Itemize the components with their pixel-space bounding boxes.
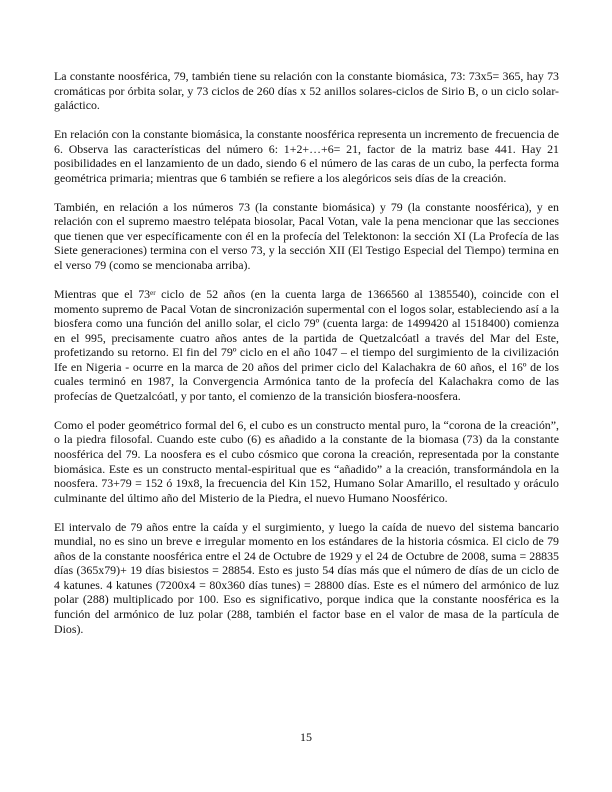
page-number: 15 [300,730,312,744]
paragraph: Como el poder geométrico formal del 6, el cubo es un constructo mental puro, la “corona de la creación”, o la piedra filosofal. Cuando este cubo (6) es añadido a la constante de la biomasa (73) da la constante noosférica del 79. La noosfera es el cubo cósmico que corona la creación, representada por la constante biomásica. Este es un constructo mental-espiritual que es “añadido” a la creación, transformándola en la noosfera. 73+79 = 152 ó 19x8, la frecuencia del Kin 152, Humano Solar Amarillo, el resultado y oráculo culminante del último año del Misterio de la Piedra, el nuevo Humano Noosférico. [54,417,559,505]
paragraph: También, en relación a los números 73 (la constante biomásica) y 79 (la constante noosférica), y en relación con el supremo maestro telépata biosolar, Pacal Votan, vale la pena mencionar que las secciones que tienen que ver específicamente con él en la profecía del Telektonon: la sección XI (La Profecía de las Siete generaciones) termina con el verso 73, y la sección XII (El Testigo Especial del Tiempo) termina en el verso 79 (como se mencionaba arriba). [54,199,559,273]
paragraph: El intervalo de 79 años entre la caída y el surgimiento, y luego la caída de nuevo del sistema bancario mundial, no es sino un breve e irregular momento en los estándares de la historia cósmica. El ciclo de 79 años de la constante noosférica entre el 24 de Octubre de 1929 y el 24 de Octubre de 2008, suma = 28835 días (365x79)+ 19 días bisiestos = 28854. Esto es justo 54 días más que el número de días de un ciclo de 4 katunes. 4 katunes (7200x4 = 80x360 días tunes) = 28800 días. Este es el número del armónico de luz polar (288) multiplicado por 100. Eso es significativo, porque indica que la constante noosférica es la función del armónico de luz polar (288, también el factor base en el valor de masa de la partícula de Dios). [54,519,559,636]
document-body [54,69,559,651]
paragraph: Mientras que el 73ᵉʳ ciclo de 52 años (en la cuenta larga de 1366560 al 1385540), coincide con el momento supremo de Pacal Votan de sincronización supermental con el logos solar, estableciendo así a la biosfera como una función del anillo solar, el ciclo 79º (cuenta larga: de 1499420 al 1518400) comienza en el 995, precisamente cuatro años antes de la partida de Quetzalcóatl a través del Mar del Este, profetizando su retorno. El fin del 79º ciclo en el año 1047 – el tiempo del surgimiento de la civilización Ife en Nigeria - ocurre en la marca de 20 años del primer ciclo del Kalachakra de 60 años, el 16º de los cuales terminó en 1987, la Convergencia Armónica tanto de la profecía del Kalachakra como de las profecías de Quetzalcóatl, y por tanto, el comienzo de la transición biosfera-noosfera. [54,287,559,403]
paragraph: La constante noosférica, 79, también tiene su relación con la constante biomásica, 73: 73x5= 365, hay 73 cromáticas por órbita solar, y 73 ciclos de 260 días x 52 anillos solares-ciclos de Sirio B, o un ciclo solar-galáctico. [54,69,559,113]
paragraph: En relación con la constante biomásica, la constante noosférica representa un incremento de frecuencia de 6. Observa las características del número 6: 1+2+…+6= 21, factor de la matriz base 441. Hay 21 posibilidades en el lanzamiento de un dado, siendo 6 el número de las caras de un cubo, la perfecta forma geométrica primaria; mientras que 6 también se refiere a los alegóricos seis días de la creación. [54,127,559,185]
